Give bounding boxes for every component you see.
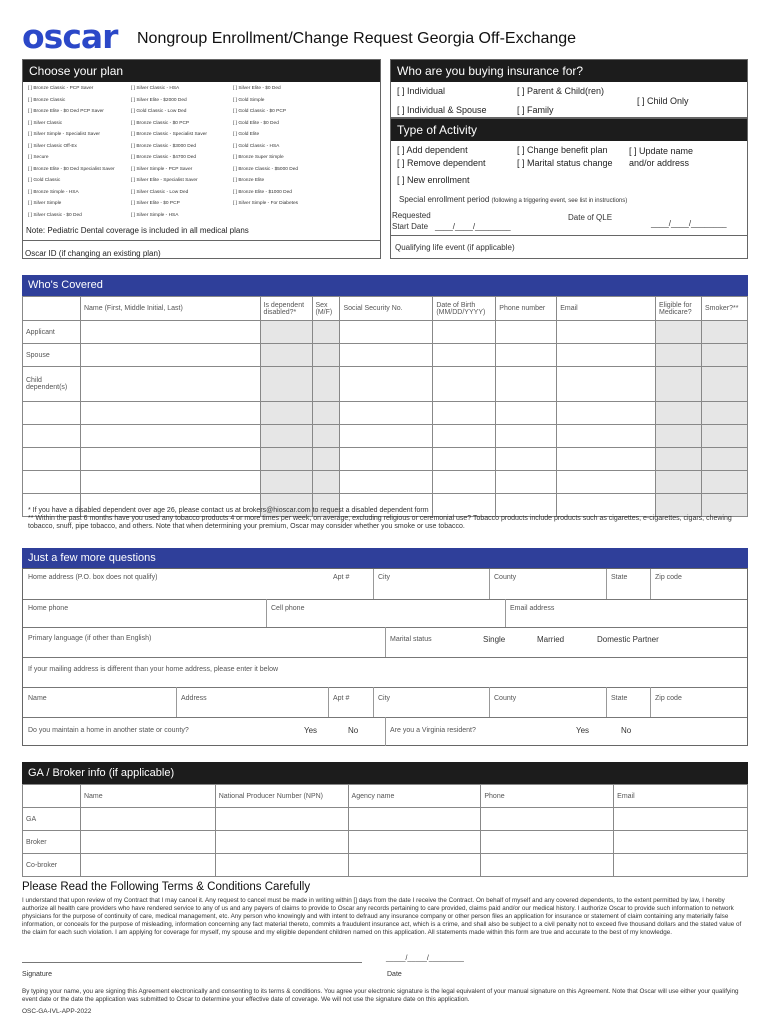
covered-cell[interactable]: [340, 344, 433, 367]
covered-cell[interactable]: [340, 471, 433, 494]
covered-row: [23, 321, 748, 344]
footnote-tobacco: ** Within the past 6 months have you used any tobacco products 4 or more times per week, on average, excluding religious or ceremonial use? Tobacco products include products such as cigarettes, e-cigarettes, cigars, chewing tobacco, snuff, pipe tobacco, and others. Note that when determining your premium, Oscar may consider whether you smoke or use tobacco.: [28, 515, 732, 530]
ga-email-cell[interactable]: [614, 808, 748, 831]
option-update-name-2: and/or address: [629, 158, 690, 168]
plan-option[interactable]: [ ] Bronze Classic: [28, 97, 66, 103]
apt-label[interactable]: Apt #: [333, 574, 350, 581]
covered-cell[interactable]: [312, 402, 340, 425]
covered-cell[interactable]: [80, 367, 260, 402]
terms-header: Please Read the Following Terms & Conditions Carefully: [22, 881, 311, 893]
covered-cell[interactable]: [496, 448, 557, 471]
broker-phone-cell[interactable]: [481, 831, 614, 854]
covered-cell[interactable]: [655, 344, 701, 367]
mail-apt-label[interactable]: Apt #: [333, 695, 350, 702]
covered-row: [23, 367, 748, 402]
covered-row-label: Child dependent(s): [23, 367, 81, 402]
mail-city-label[interactable]: City: [378, 695, 391, 702]
plan-option[interactable]: [ ] Silver Simple: [28, 201, 62, 206]
covered-cell[interactable]: [655, 402, 701, 425]
maintain-no[interactable]: No: [348, 726, 359, 735]
covered-table: [22, 296, 748, 517]
option-child-only[interactable]: [ ] Child Only: [637, 96, 689, 106]
questions-form: [22, 568, 748, 746]
virginia-no[interactable]: No: [621, 726, 632, 735]
date-qle-input[interactable]: ____/____/________: [651, 219, 727, 228]
broker-header-row: [23, 785, 748, 808]
city-label[interactable]: City: [378, 574, 391, 581]
mail-county-label[interactable]: County: [494, 695, 517, 702]
date-label: Date: [387, 971, 402, 978]
covered-cell[interactable]: [557, 367, 656, 402]
option-remove-dependent[interactable]: [ ] Remove dependent: [397, 158, 486, 168]
plan-option[interactable]: [ ] Bronze Elite - $0 Ded PCP Saver: [28, 109, 104, 114]
covered-cell[interactable]: [312, 425, 340, 448]
covered-header: Who's Covered: [22, 275, 748, 296]
option-update-name[interactable]: [ ] Update name: [629, 146, 694, 156]
maintain-yes[interactable]: Yes: [304, 726, 318, 735]
plan-option[interactable]: [ ] Bronze Classic - Specialist Saver: [131, 132, 207, 137]
covered-cell[interactable]: [312, 448, 340, 471]
buying-for-header: Who are you buying insurance for?: [391, 60, 747, 82]
virginia-label: Are you a Virginia resident?: [390, 727, 476, 734]
broker-row-label: GA: [23, 808, 81, 831]
special-enrollment-text: Special enrollment period: [399, 195, 490, 204]
plan-option[interactable]: [ ] Silver Simple - PCP Saver: [131, 166, 193, 172]
plan-option[interactable]: [ ] Gold Elite - $0 Ded: [233, 120, 279, 126]
option-new-enrollment[interactable]: [ ] New enrollment: [397, 175, 470, 185]
covered-cell[interactable]: [80, 321, 260, 344]
plan-option[interactable]: [ ] Bronze Simple - HSA: [28, 189, 79, 195]
covered-row-label: [23, 471, 81, 494]
ga-agency-cell[interactable]: [348, 808, 481, 831]
covered-cell[interactable]: [433, 344, 496, 367]
option-change-benefit[interactable]: [ ] Change benefit plan: [517, 145, 608, 155]
covered-cell[interactable]: [260, 367, 312, 402]
marital-status-label: Marital status: [390, 636, 432, 643]
covered-cell[interactable]: [557, 321, 656, 344]
covered-cell[interactable]: [496, 367, 557, 402]
plan-option[interactable]: [ ] Gold Simple: [233, 97, 265, 103]
covered-cell[interactable]: [433, 448, 496, 471]
covered-cell[interactable]: [340, 425, 433, 448]
choose-plan-header: Choose your plan: [23, 60, 380, 82]
plan-option[interactable]: [ ] Silver Elite - $0 Ded: [233, 86, 281, 91]
option-add-dependent[interactable]: [ ] Add dependent: [397, 145, 468, 155]
plan-option[interactable]: [ ] Bronze Classic - $5000 Ded: [233, 166, 299, 172]
covered-row: [23, 425, 748, 448]
covered-cell[interactable]: [260, 425, 312, 448]
covered-cell[interactable]: [701, 344, 747, 367]
covered-cell[interactable]: [557, 448, 656, 471]
dental-note: Note: Pediatric Dental coverage is included in all medical plans: [26, 226, 249, 235]
plan-option[interactable]: [ ] Silver Classic Off-Ex: [28, 143, 77, 149]
col-dob: Date of Birth (MM/DD/YYYY): [433, 297, 496, 321]
plan-option[interactable]: [ ] Silver Classic - $0 Ded: [28, 212, 82, 218]
page-title: Nongroup Enrollment/Change Request Georgia Off-Exchange: [137, 30, 577, 47]
mail-state-label[interactable]: State: [611, 695, 628, 702]
oscar-id-field[interactable]: [22, 240, 381, 261]
broker-row-label: Co-broker: [23, 854, 81, 877]
covered-cell[interactable]: [312, 367, 340, 402]
choose-plan-section: [22, 59, 381, 259]
covered-cell[interactable]: [655, 448, 701, 471]
date-qle-label: Date of QLE: [568, 213, 613, 222]
option-individual[interactable]: [ ] Individual: [397, 86, 446, 96]
covered-cell[interactable]: [433, 471, 496, 494]
covered-footnotes: [28, 507, 744, 531]
plan-option[interactable]: [ ] Gold Classic - HSA: [233, 143, 280, 149]
activity-header: Type of Activity: [391, 119, 747, 141]
plan-option[interactable]: [ ] Bronze Super Simple: [233, 155, 284, 160]
covered-cell[interactable]: [80, 471, 260, 494]
plan-option[interactable]: [ ] Bronze Elite - $1000 Ded: [233, 189, 292, 195]
col-email: Email: [557, 297, 656, 321]
cobroker-agency-cell[interactable]: [348, 854, 481, 877]
county-label[interactable]: County: [494, 574, 517, 581]
requested-label: Requested: [392, 211, 431, 220]
plan-option[interactable]: [ ] Silver Elite - Specialist Saver: [131, 178, 198, 183]
col-disabled: Is dependent disabled?*: [260, 297, 312, 321]
option-individual-spouse[interactable]: [ ] Individual & Spouse: [397, 105, 487, 115]
plan-option[interactable]: [ ] Silver Classic: [28, 120, 63, 126]
covered-cell[interactable]: [260, 321, 312, 344]
state-label[interactable]: State: [611, 574, 628, 581]
form-id: OSC-GA-IVL-APP-2022: [22, 1008, 92, 1015]
ga-npn-cell[interactable]: [215, 808, 348, 831]
covered-cell[interactable]: [312, 344, 340, 367]
plan-option[interactable]: [ ] Gold Elite: [233, 132, 260, 137]
plan-option[interactable]: [ ] Bronze Classic - $0 PCP: [131, 120, 190, 126]
covered-cell[interactable]: [496, 471, 557, 494]
covered-row-label: [23, 425, 81, 448]
covered-cell[interactable]: [701, 321, 747, 344]
mail-zip-label[interactable]: Zip code: [655, 695, 682, 702]
plan-option[interactable]: [ ] Silver Simple - HSA: [131, 212, 179, 218]
covered-cell[interactable]: [433, 321, 496, 344]
broker-email-cell[interactable]: [614, 831, 748, 854]
date-input[interactable]: _____/_____/_________: [386, 955, 464, 962]
marital-single[interactable]: Single: [483, 635, 506, 644]
covered-cell[interactable]: [557, 344, 656, 367]
start-date-input[interactable]: ____/____/________: [435, 222, 511, 231]
mailing-note: If your mailing address is different than your home address, please enter it below: [28, 666, 279, 673]
plan-option[interactable]: [ ] Bronze Elite - $0 Ded Specialist Saver: [28, 166, 115, 172]
plan-option[interactable]: [ ] Secure: [28, 155, 49, 160]
plan-option[interactable]: [ ] Gold Classic - Low Ded: [131, 109, 187, 114]
covered-cell[interactable]: [557, 425, 656, 448]
covered-row-label: [23, 402, 81, 425]
covered-cell[interactable]: [701, 402, 747, 425]
covered-row: [23, 344, 748, 367]
ga-name-cell[interactable]: [80, 808, 215, 831]
covered-cell[interactable]: [80, 344, 260, 367]
covered-row: [23, 448, 748, 471]
broker-name-cell[interactable]: [80, 831, 215, 854]
broker-col-agency: Agency name: [348, 785, 481, 808]
plan-option[interactable]: [ ] Silver Simple - For Diabetes: [233, 201, 299, 206]
covered-cell[interactable]: [433, 425, 496, 448]
col-phone: Phone number: [496, 297, 557, 321]
covered-cell[interactable]: [80, 448, 260, 471]
covered-cell[interactable]: [557, 471, 656, 494]
plan-option[interactable]: [ ] Silver Elite - $0 PCP: [131, 201, 180, 206]
home-phone-label[interactable]: Home phone: [28, 605, 69, 612]
marital-domestic[interactable]: Domestic Partner: [597, 635, 659, 644]
broker-row-label: Broker: [23, 831, 81, 854]
broker-blank-col: [23, 785, 81, 808]
footnote-disabled: * If you have a disabled dependent over age 26, please contact us at brokers@hioscar.com to request a disabled dependent form: [28, 507, 429, 514]
covered-cell[interactable]: [80, 402, 260, 425]
covered-cell[interactable]: [340, 367, 433, 402]
covered-cell[interactable]: [433, 367, 496, 402]
qle-field[interactable]: [390, 235, 748, 260]
maintain-home-label: Do you maintain a home in another state or county?: [28, 727, 189, 734]
covered-cell[interactable]: [496, 344, 557, 367]
covered-cell[interactable]: [260, 344, 312, 367]
questions-header: Just a few more questions: [22, 548, 748, 568]
covered-cell[interactable]: [312, 321, 340, 344]
covered-row-label: Spouse: [23, 344, 81, 367]
plan-option[interactable]: [ ] Bronze Elite: [233, 178, 265, 183]
start-date-label: Start Date: [392, 222, 429, 231]
cobroker-name-cell[interactable]: [80, 854, 215, 877]
covered-row-label: Applicant: [23, 321, 81, 344]
broker-header: GA / Broker info (if applicable): [22, 762, 748, 784]
broker-table: [22, 784, 748, 877]
plan-option[interactable]: [ ] Bronze Classic - PCP Saver: [28, 86, 94, 91]
covered-cell[interactable]: [496, 425, 557, 448]
ga-phone-cell[interactable]: [481, 808, 614, 831]
col-sex: Sex (M/F): [312, 297, 340, 321]
broker-col-phone: Phone: [481, 785, 614, 808]
col-medicare: Eligible for Medicare?: [655, 297, 701, 321]
electronic-signature-note: By typing your name, you are signing this Agreement electronically and consenting to its terms & conditions. You agree your electronic signature is the legal equivalent of your manual signature on this Agreement. Note that Oscar will use either your qualifying event date or the date the application was submitted to Oscar to determine your effective date of coverage. We will not use the signature date on this application.: [22, 988, 739, 1003]
covered-row: [23, 402, 748, 425]
home-address-label[interactable]: Home address (P.O. box does not qualify): [28, 574, 158, 581]
qle-label: Qualifying life event (if applicable): [395, 243, 515, 252]
oscar-id-label: Oscar ID (if changing an existing plan): [25, 249, 161, 258]
broker-agency-cell[interactable]: [348, 831, 481, 854]
zip-label[interactable]: Zip code: [655, 574, 682, 581]
plan-options: [28, 86, 378, 246]
signature-line[interactable]: [22, 962, 362, 963]
col-smoker: Smoker?**: [701, 297, 747, 321]
plan-option[interactable]: [ ] Silver Classic - Low Ded: [131, 189, 189, 195]
cell-phone-label[interactable]: Cell phone: [271, 605, 305, 612]
covered-cell[interactable]: [340, 402, 433, 425]
cobroker-npn-cell[interactable]: [215, 854, 348, 877]
cobroker-email-cell[interactable]: [614, 854, 748, 877]
covered-cell[interactable]: [260, 402, 312, 425]
activity-section: [390, 118, 748, 259]
covered-cell[interactable]: [701, 471, 747, 494]
plan-option[interactable]: [ ] Gold Classic - $0 PCP: [233, 109, 287, 114]
plan-option[interactable]: [ ] Gold Classic: [28, 178, 61, 183]
covered-header-row: [23, 297, 748, 321]
covered-row-label: [23, 448, 81, 471]
broker-row-broker: [23, 831, 748, 854]
covered-cell[interactable]: [655, 321, 701, 344]
mail-address-label[interactable]: Address: [181, 695, 207, 702]
covered-cell[interactable]: [260, 471, 312, 494]
covered-cell[interactable]: [701, 367, 747, 402]
special-enrollment-note: (following a triggering event, see list in instructions): [491, 198, 628, 204]
blank-col: [23, 297, 81, 321]
plan-option[interactable]: [ ] Silver Simple - Specialist Saver: [28, 132, 100, 137]
plan-option[interactable]: [ ] Bronze Classic - $3000 Ded: [131, 143, 197, 149]
covered-cell[interactable]: [655, 425, 701, 448]
covered-cell[interactable]: [701, 425, 747, 448]
option-marital-change[interactable]: [ ] Marital status change: [517, 158, 613, 168]
buying-for-section: [390, 59, 748, 118]
covered-cell[interactable]: [340, 321, 433, 344]
covered-cell[interactable]: [80, 425, 260, 448]
covered-cell[interactable]: [340, 448, 433, 471]
plan-option[interactable]: [ ] Silver Elite - $2000 Ded: [131, 97, 187, 103]
covered-cell[interactable]: [655, 471, 701, 494]
covered-cell[interactable]: [557, 402, 656, 425]
cobroker-phone-cell[interactable]: [481, 854, 614, 877]
covered-cell[interactable]: [312, 471, 340, 494]
broker-row-cobroker: [23, 854, 748, 877]
broker-npn-cell[interactable]: [215, 831, 348, 854]
terms-body: I understand that upon review of my Contract that I may cancel it. Any request to cancel must be made in writing within [] days from the date I receive the Contract. On behalf of myself and any covered dependents, to the extent permitted by law, I hereby authorize all health care providers who have rendered service to any of us and any payers of claims to provide to Oscar any records pertaining to care provided, claims paid and/or our medical history. I authorize Oscar to provide such information to network physicians for the purpose of continuity of care, medical management, etc. Any person who knowingly and with intent to defraud any insurance company or other person files an application for insurance or statement of claim containing any materially false information, or conceals for the purpose of misleading, information concerning any fact material thereto, commits a fraudulent insurance act, which is a crime, and shall also be subject to a civil penalty not to exceed five thousand dollars and the stated value of the claim for each such violation. I am applying for coverage for myself, my spouse and my eligible dependent children named on this application. All statements made within this form are true and accurate to the best of my knowledge.: [22, 897, 742, 936]
col-ssn: Social Security No.: [340, 297, 433, 321]
broker-row-ga: [23, 808, 748, 831]
broker-col-email: Email: [614, 785, 748, 808]
oscar-logo: oscar: [22, 17, 118, 56]
col-name: Name (First, Middle Initial, Last): [80, 297, 260, 321]
option-family[interactable]: [ ] Family: [517, 105, 554, 115]
covered-cell[interactable]: [655, 367, 701, 402]
mail-name-label[interactable]: Name: [28, 695, 47, 702]
virginia-yes[interactable]: Yes: [576, 726, 590, 735]
broker-col-name: Name: [80, 785, 215, 808]
plan-option[interactable]: [ ] Bronze Classic - $4700 Ded: [131, 155, 197, 160]
signature-label: Signature: [22, 971, 52, 978]
language-label[interactable]: Primary language (if other than English): [28, 635, 152, 642]
broker-col-npn: National Producer Number (NPN): [215, 785, 348, 808]
covered-cell[interactable]: [260, 448, 312, 471]
covered-cell[interactable]: [496, 402, 557, 425]
email-label[interactable]: Email address: [510, 605, 555, 612]
covered-cell[interactable]: [701, 448, 747, 471]
covered-cell[interactable]: [496, 321, 557, 344]
covered-cell[interactable]: [433, 402, 496, 425]
special-enrollment-label: [399, 195, 627, 204]
marital-married[interactable]: Married: [537, 635, 565, 644]
covered-row: [23, 471, 748, 494]
option-parent-child[interactable]: [ ] Parent & Child(ren): [517, 86, 605, 96]
plan-option[interactable]: [ ] Silver Classic - HSA: [131, 86, 180, 91]
